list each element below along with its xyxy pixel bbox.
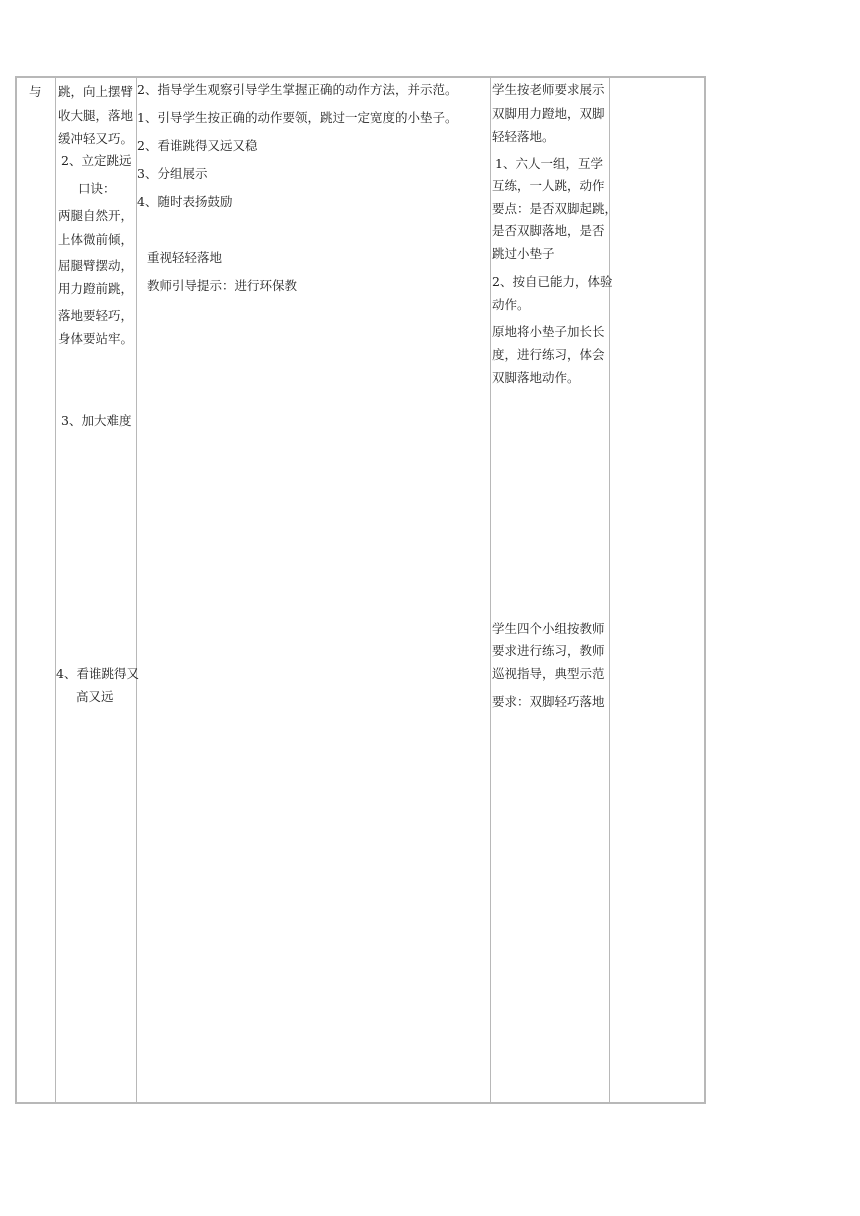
teacher-line: 4、随时表扬鼓励 <box>137 194 233 209</box>
rhyme-line: 两腿自然开， <box>58 208 134 223</box>
teacher-line: 3、分组展示 <box>137 166 208 181</box>
student-line: 互练，一人跳，动作 <box>492 178 605 193</box>
item-title: 高又远 <box>76 689 114 704</box>
teacher-line: 1、引导学生按正确的动作要领，跳过一定宽度的小垫子。 <box>137 110 458 125</box>
student-line: 轻轻落地。 <box>492 129 555 144</box>
teacher-note: 教师引导提示：进行环保教 <box>147 278 298 293</box>
student-line: 1、六人一组，互学 <box>495 156 603 171</box>
item-title: 2、立定跳远 <box>61 153 132 168</box>
rhyme-line: 用力蹬前跳， <box>58 281 134 296</box>
student-line: 学生按老师要求展示 <box>492 82 605 97</box>
student-line: 学生四个小组按教师 <box>492 621 605 636</box>
rhyme-line: 身体要站牢。 <box>58 331 134 346</box>
rhyme-label: 口诀： <box>78 181 116 196</box>
lesson-table <box>15 76 706 1104</box>
student-line: 跳过小垫子 <box>492 246 555 261</box>
student-line: 巡视指导，典型示范 <box>492 666 605 681</box>
teacher-note: 重视轻轻落地 <box>147 250 223 265</box>
student-line: 2、按自已能力，体验 <box>492 274 613 289</box>
teacher-line: 2、看谁跳得又远又稳 <box>137 138 258 153</box>
teacher-line: 2、指导学生观察引导学生掌握正确的动作方法，并示范。 <box>137 82 458 97</box>
rhyme-line: 屈腿臂摆动， <box>58 258 134 273</box>
student-line: 度，进行练习，体会 <box>492 347 605 362</box>
student-line: 原地将小垫子加长长 <box>492 324 605 339</box>
content-line: 收大腿，落地 <box>58 108 134 123</box>
teacher-cell <box>137 78 490 1102</box>
student-cell <box>491 78 618 1102</box>
rhyme-line: 落地要轻巧， <box>58 308 134 323</box>
student-line: 双脚落地动作。 <box>492 370 580 385</box>
section-cell <box>17 78 55 1102</box>
content-line: 跳，向上摆臂 <box>58 84 134 99</box>
student-line: 要求：双脚轻巧落地 <box>492 694 605 709</box>
item-title: 3、加大难度 <box>61 413 132 428</box>
student-line: 双脚用力蹬地，双脚 <box>492 106 605 121</box>
remarks-cell <box>610 78 704 1102</box>
content-cell <box>56 78 139 1102</box>
student-line: 是否双脚落地，是否 <box>492 223 605 238</box>
student-line: 要点：是否双脚起跳， <box>492 201 618 216</box>
rhyme-line: 上体微前倾， <box>58 232 134 247</box>
student-line: 要求进行练习，教师 <box>492 643 605 658</box>
section-label: 与 <box>29 84 42 99</box>
content-line: 缓冲轻又巧。 <box>58 131 134 146</box>
student-line: 动作。 <box>492 297 530 312</box>
item-title: 4、看谁跳得又 <box>56 666 139 681</box>
